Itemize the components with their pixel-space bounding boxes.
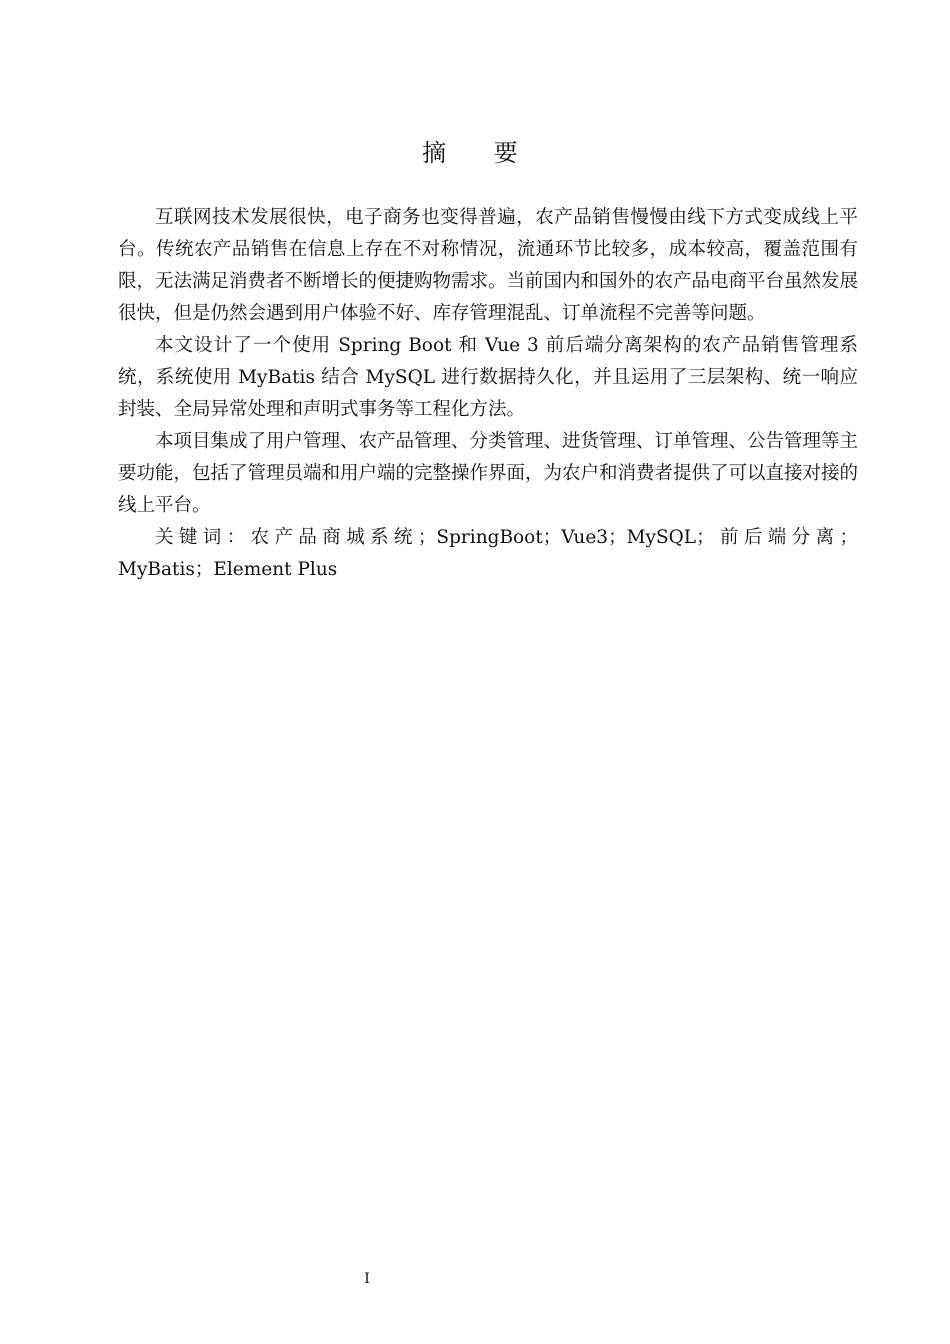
keywords-line bbox=[118, 522, 858, 586]
abstract-body bbox=[118, 202, 858, 586]
abstract-paragraph-2: 本文设计了一个使用 Spring Boot 和 Vue 3 前后端分离架构的农产品销售管理系统，系统使用 MyBatis 结合 MySQL 进行数据持久化，并且运用了三层架构、统一响应封装、全局异常处理和声明式事务等工程化方法。 bbox=[118, 335, 858, 420]
abstract-paragraph-1: 互联网技术发展很快，电子商务也变得普遍，农产品销售慢慢由线下方式变成线上平台。传统农产品销售在信息上存在不对称情况，流通环节比较多，成本较高，覆盖范围有限，无法满足消费者不断增长的便捷购物需求。当前国内和国外的农产品电商平台虽然发展很快，但是仍然会遇到用户体验不好、库存管理混乱、订单流程不完善等问题。 bbox=[118, 207, 859, 324]
keywords-label: 关键词： bbox=[155, 527, 251, 548]
abstract-paragraph-3: 本项目集成了用户管理、农产品管理、分类管理、进货管理、订单管理、公告管理等主要功能，包括了管理员端和用户端的完整操作界面，为农户和消费者提供了可以直接对接的线上平台。 bbox=[118, 431, 859, 516]
keywords-text: 农产品商城系统；SpringBoot；Vue3；MySQL；前后端分离；MyBatis；Element Plus bbox=[118, 527, 858, 580]
abstract-title: 摘 要 bbox=[422, 139, 538, 167]
page-number: I bbox=[364, 1271, 370, 1287]
